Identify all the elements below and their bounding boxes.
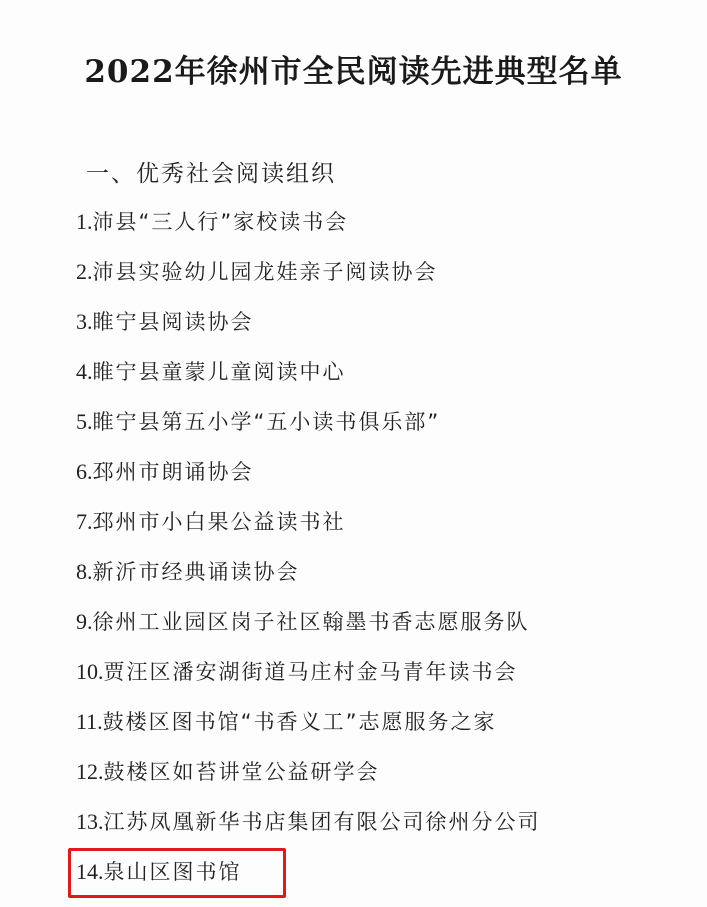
item-text: 鼓楼区图书馆“书香义工”志愿服务之家 <box>102 710 497 734</box>
item-text: 新沂市经典诵读协会 <box>92 560 300 584</box>
list-item <box>76 555 541 605</box>
list-item-highlighted <box>76 855 541 905</box>
list-item <box>76 655 541 705</box>
list-item <box>76 205 541 255</box>
document-title: 2022年徐州市全民阅读先进典型名单 <box>84 54 623 90</box>
item-text: 鼓楼区如苔讲堂公益研学会 <box>103 760 380 784</box>
item-number: 12. <box>76 759 104 784</box>
item-text: 泉山区图书馆 <box>103 860 242 884</box>
item-text: 邳州市朗诵协会 <box>92 460 254 484</box>
item-number: 2. <box>76 259 93 284</box>
list-item <box>76 605 541 655</box>
item-text: 睢宁县阅读协会 <box>92 310 254 334</box>
item-number: 13. <box>76 809 104 834</box>
item-number: 9. <box>76 609 93 634</box>
item-number: 10. <box>76 659 104 684</box>
item-number: 6. <box>76 459 93 484</box>
list-item <box>76 355 541 405</box>
section-heading: 一、优秀社会阅读组织 <box>86 161 336 187</box>
list-item <box>76 755 541 805</box>
item-number: 14. <box>76 859 104 884</box>
item-number: 7. <box>76 509 93 534</box>
item-number: 8. <box>76 559 93 584</box>
item-number: 4. <box>76 359 93 384</box>
list-item <box>76 805 541 855</box>
item-text: 睢宁县第五小学“五小读书俱乐部” <box>92 410 441 434</box>
item-text: 江苏凤凰新华书店集团有限公司徐州分公司 <box>103 810 541 834</box>
list-item <box>76 255 541 305</box>
item-number: 11. <box>76 709 103 734</box>
item-number: 1. <box>76 209 93 234</box>
organization-list <box>76 205 541 905</box>
item-text: 邳州市小白果公益读书社 <box>92 510 346 534</box>
item-number: 3. <box>76 309 93 334</box>
list-item <box>76 705 541 755</box>
list-item <box>76 305 541 355</box>
item-text: 沛县实验幼儿园龙娃亲子阅读协会 <box>92 260 438 284</box>
list-item <box>76 405 541 455</box>
item-text: 徐州工业园区岗子社区翰墨书香志愿服务队 <box>92 610 530 634</box>
item-text: 贾汪区潘安湖街道马庄村金马青年读书会 <box>103 660 518 684</box>
item-text: 睢宁县童蒙儿童阅读中心 <box>92 360 346 384</box>
item-text: 沛县“三人行”家校读书会 <box>92 210 349 234</box>
list-item <box>76 505 541 555</box>
list-item <box>76 455 541 505</box>
item-number: 5. <box>76 409 93 434</box>
